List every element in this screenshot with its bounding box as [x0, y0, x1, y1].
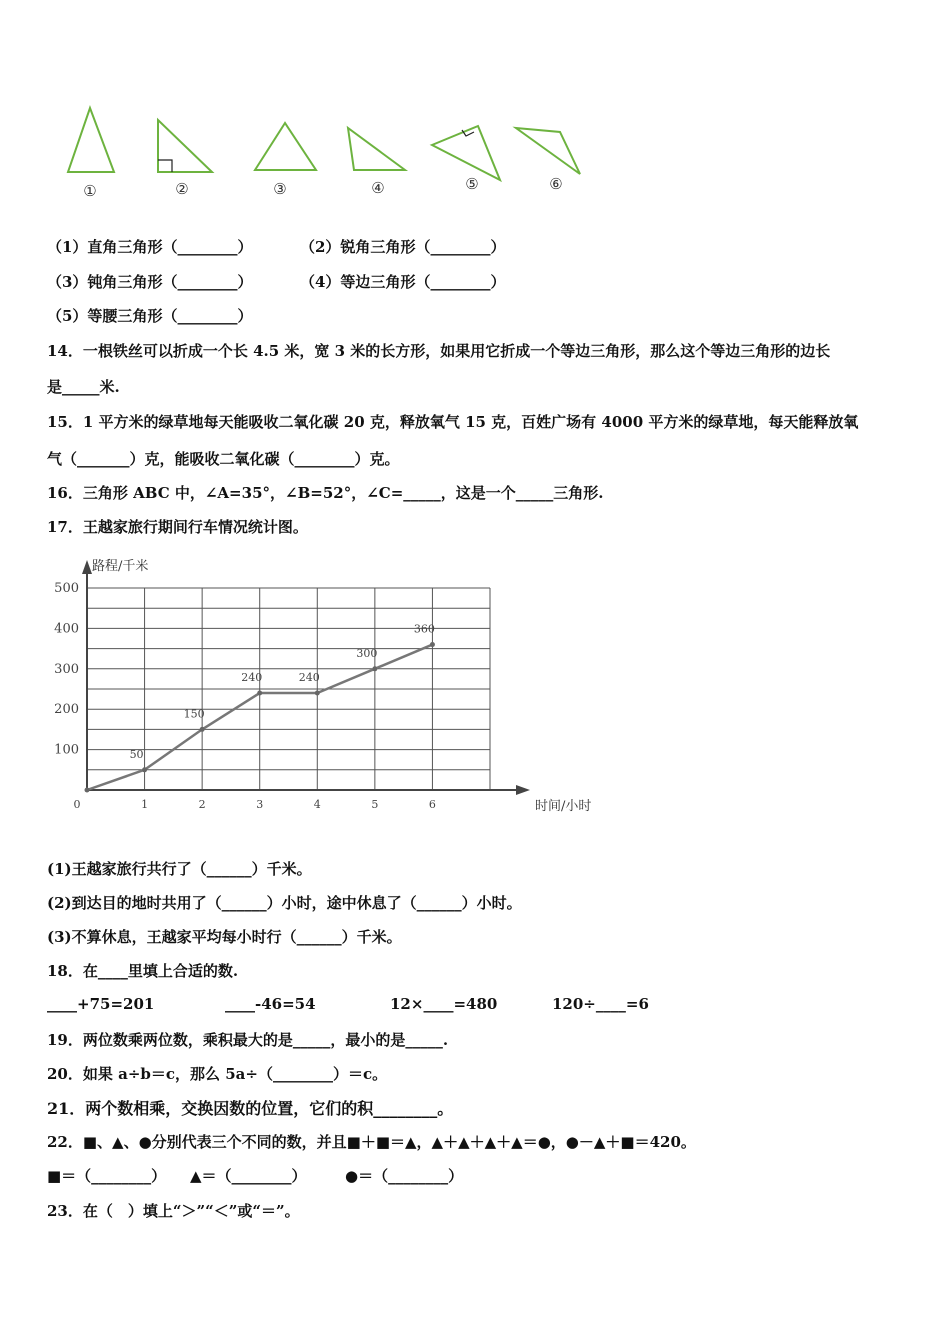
- triangle-6: [516, 128, 580, 174]
- q22-line1: 22．■、▲、●分别代表三个不同的数，并且■＋■＝▲，▲＋▲＋▲＋▲＝●，●－▲＋■＝420。: [47, 1133, 696, 1151]
- y-tick-label: 100: [54, 742, 79, 758]
- x-tick-label: 4: [313, 798, 321, 811]
- y-tick-label: 500: [54, 581, 79, 596]
- q13-part1: （1）直角三角形（________）: [47, 238, 253, 256]
- q18-title: 18．在____里填上合适的数.: [47, 962, 239, 980]
- q13-part4: （4）等边三角形（________）: [300, 273, 506, 291]
- data-label: 360: [413, 622, 435, 636]
- triangle-label-4: ④: [371, 179, 385, 197]
- q21: 21．两个数相乘，交换因数的位置，它们的积________。: [47, 1099, 454, 1118]
- triangle-label-5: ⑤: [465, 175, 479, 193]
- data-label: 240: [241, 671, 263, 685]
- triangle-1: [68, 108, 114, 172]
- q17-sub3: (3)不算休息，王越家平均每小时行（______）千米。: [47, 928, 402, 946]
- q20: 20．如果 a÷b＝c，那么 5a÷（________）＝c。: [47, 1065, 388, 1083]
- triangle-label-1: ①: [83, 182, 97, 200]
- x-axis-label: 时间/小时: [535, 799, 592, 814]
- data-point: [315, 691, 320, 696]
- y-tick-label: 200: [54, 702, 79, 718]
- triangle-5: [432, 126, 500, 180]
- data-label: 50: [129, 747, 144, 761]
- q14-line2: 是_____米.: [47, 378, 120, 396]
- triangle-label-3: ③: [273, 180, 287, 198]
- triangle-2: [158, 120, 212, 172]
- data-point: [85, 788, 90, 793]
- q19: 19．两位数乘两位数，乘积最大的是_____，最小的是_____.: [47, 1031, 449, 1049]
- q15-line2: 气（_______）克，能吸收二氧化碳（________）克。: [47, 450, 400, 468]
- q17-title: 17．王越家旅行期间行车情况统计图。: [47, 518, 308, 536]
- q16: 16．三角形 ABC 中，∠A=35°，∠B=52°，∠C=_____，这是一个_____三角形.: [47, 484, 604, 502]
- q18-eq4: 120÷____=6: [552, 995, 649, 1013]
- q17-sub1: (1)王越家旅行共行了（______）千米。: [47, 860, 312, 878]
- triangle-label-6: ⑥: [549, 175, 563, 193]
- y-axis-label: 路程/千米: [92, 559, 149, 574]
- x-tick-label: 2: [198, 798, 206, 811]
- q13-part5: （5）等腰三角形（________）: [47, 307, 253, 325]
- x-tick-label: 1: [141, 798, 149, 811]
- data-label: 240: [298, 671, 320, 685]
- travel-line-chart: [40, 550, 592, 825]
- x-axis-arrow: [516, 785, 530, 795]
- q22-answer-circle: ●＝（________）: [345, 1167, 464, 1185]
- q22-answer-square: ■＝（________）: [47, 1167, 167, 1185]
- y-tick-label: 300: [54, 661, 79, 677]
- data-label: 300: [356, 646, 378, 660]
- q18-eq1: ____+75=201: [47, 995, 155, 1013]
- triangle-figures: [0, 0, 950, 210]
- q15-line1: 15．1 平方米的绿草地每天能吸收二氧化碳 20 克，释放氧气 15 克，百姓广场有 4000 平方米的绿草地，每天能释放氧: [47, 413, 859, 431]
- y-tick-label: 400: [54, 621, 79, 637]
- q18-eq3: 12×____=480: [390, 995, 498, 1013]
- q13-part2: （2）锐角三角形（________）: [300, 238, 506, 256]
- q18-eq2: ____-46=54: [225, 995, 316, 1013]
- q23: 23．在（ ）填上“＞”“＜”或“＝”。: [47, 1202, 300, 1220]
- triangle-4: [348, 128, 405, 170]
- q13-part3: （3）钝角三角形（________）: [47, 273, 253, 291]
- data-point: [142, 767, 147, 772]
- data-point: [257, 691, 262, 696]
- triangle-label-2: ②: [175, 180, 189, 198]
- q14-line1: 14．一根铁丝可以折成一个长 4.5 米，宽 3 米的长方形，如果用它折成一个等边三角形，那么这个等边三角形的边长: [47, 342, 831, 360]
- y-axis-arrow: [82, 560, 92, 574]
- x-tick-label: 3: [256, 798, 264, 811]
- triangle-3: [255, 123, 316, 170]
- data-point: [200, 727, 205, 732]
- q17-sub2: (2)到达目的地时共用了（______）小时，途中休息了（______）小时。: [47, 894, 522, 912]
- x-tick-label: 0: [73, 798, 81, 811]
- data-point: [372, 666, 377, 671]
- data-point: [430, 642, 435, 647]
- x-tick-label: 6: [428, 798, 436, 811]
- x-tick-label: 5: [371, 798, 379, 811]
- data-label: 150: [183, 707, 205, 721]
- q22-answer-triangle: ▲＝（________）: [190, 1167, 307, 1185]
